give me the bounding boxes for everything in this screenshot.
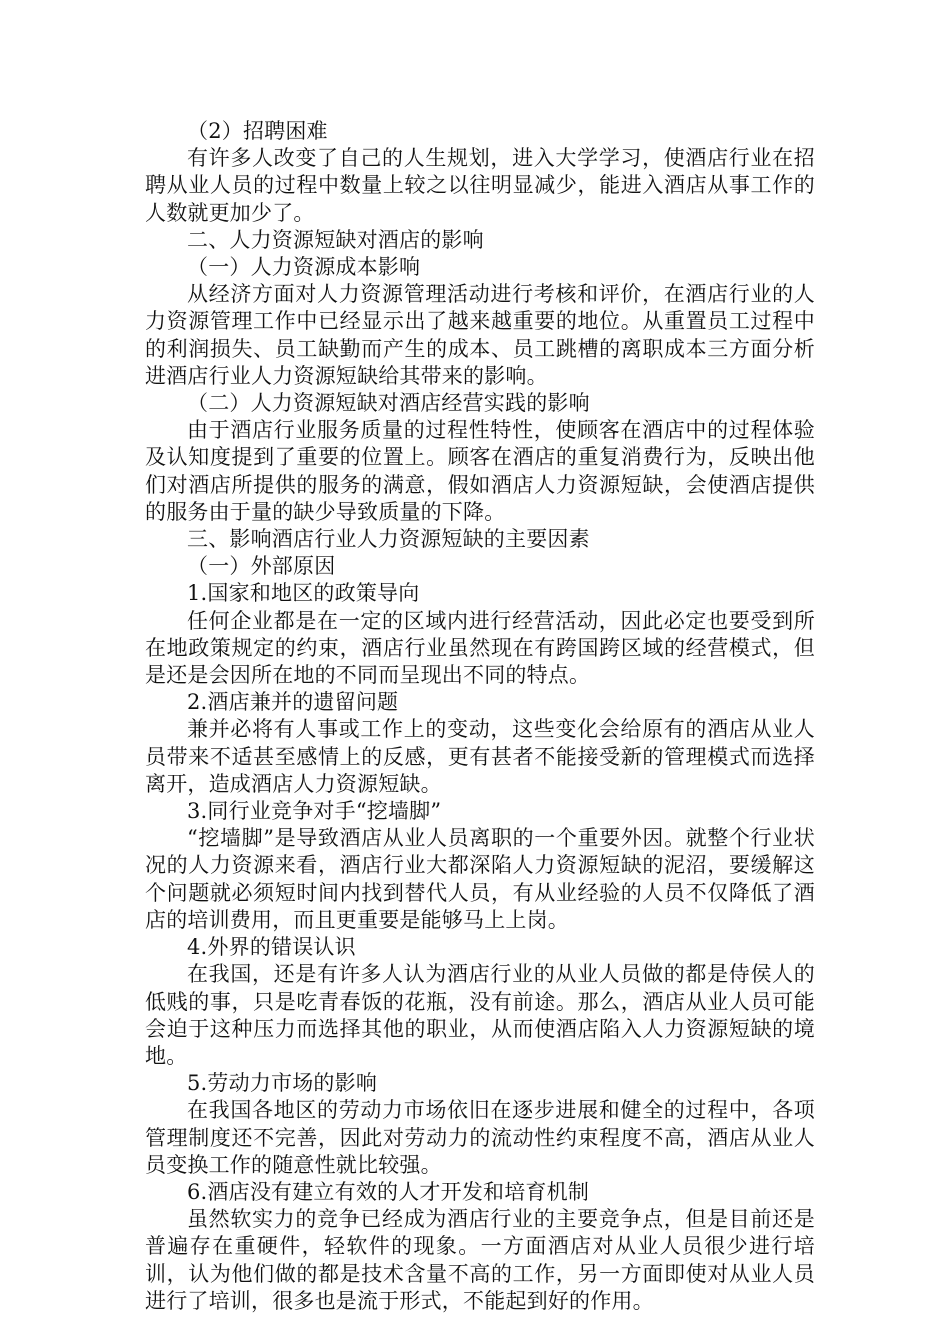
body-paragraph: 在我国各地区的劳动力市场依旧在逐步进展和健全的过程中，各项管理制度还不完善，因此对劳动力的流动性约束程度不高，酒店从业人员变换工作的随意性就比较强。 [145,1098,815,1177]
subheading-recruitment-difficulty: （2）招聘困难 [187,119,328,143]
item-heading-5: 5.劳动力市场的影响 [187,1071,378,1096]
body-paragraph: “挖墙脚”是导致酒店从业人员离职的一个重要外因。就整个行业状况的人力资源来看，酒店行业大都深陷人力资源短缺的泥沼，要缓解这个问题就必须短时间内找到替代人员，有从业经验的人员不仅降低了酒店的培训费用，而且更重要是能够马上上岗。 [145,826,815,932]
body-paragraph: 有许多人改变了自己的人生规划，进入大学学习，使酒店行业在招聘从业人员的过程中数量上较之以往明显减少，能进入酒店从事工作的人数就更加少了。 [145,146,815,225]
subheading-cost-impact: （一）人力资源成本影响 [187,255,421,280]
section-heading-3: 三、影响酒店行业人力资源短缺的主要因素 [187,527,590,552]
section-heading-2: 二、人力资源短缺对酒店的影响 [187,227,484,252]
item-heading-4: 4.外界的错误认识 [187,935,356,960]
document-body [145,118,815,1315]
body-paragraph: 兼并必将有人事或工作上的变动，这些变化会给原有的酒店从业人员带来不适甚至感情上的反感，更有甚者不能接受新的管理模式而选择离开，造成酒店人力资源短缺。 [145,717,815,796]
item-heading-6: 6.酒店没有建立有效的人才开发和培育机制 [187,1179,590,1204]
body-paragraph: 任何企业都是在一定的区域内进行经营活动，因此必定也要受到所在地政策规定的约束，酒店行业虽然现在有跨国跨区域的经营模式，但是还是会因所在地的不同而呈现出不同的特点。 [145,608,815,688]
body-paragraph: 由于酒店行业服务质量的过程性特性，使顾客在酒店中的过程体验及认知度提到了重要的位置上。顾客在酒店的重复消费行为，反映出他们对酒店所提供的服务的满意，假如酒店人力资源短缺，会使酒店提供的服务由于量的缺少导致质量的下降。 [145,418,815,524]
body-paragraph: 虽然软实力的竞争已经成为酒店行业的主要竞争点，但是目前还是普遍存在重硬件，轻软件的现象。一方面酒店对从业人员很少进行培训，认为他们做的都是技术含量不高的工作，另一方面即使对从业人员进行了培训，很多也是流于形式，不能起到好的作用。 [145,1207,815,1313]
body-paragraph: 从经济方面对人力资源管理活动进行考核和评价，在酒店行业的人力资源管理工作中已经显示出了越来越重要的地位。从重置员工过程中的利润损失、员工缺勤而产生的成本、员工跳槽的离职成本三方面分析进酒店行业人力资源短缺给其带来的影响。 [145,282,815,388]
item-heading-3: 3.同行业竞争对手“挖墙脚” [187,799,442,824]
body-paragraph: 在我国，还是有许多人认为酒店行业的从业人员做的都是侍侯人的低贱的事，只是吃青春饭的花瓶，没有前途。那么，酒店从业人员可能会迫于这种压力而选择其他的职业，从而使酒店陷入人力资源短缺的境地。 [145,962,815,1068]
item-heading-1: 1.国家和地区的政策导向 [187,581,420,606]
subheading-operation-impact: （二）人力资源短缺对酒店经营实践的影响 [187,391,590,416]
subheading-external-causes: （一）外部原因 [187,554,336,579]
item-heading-2: 2.酒店兼并的遗留问题 [187,690,399,715]
